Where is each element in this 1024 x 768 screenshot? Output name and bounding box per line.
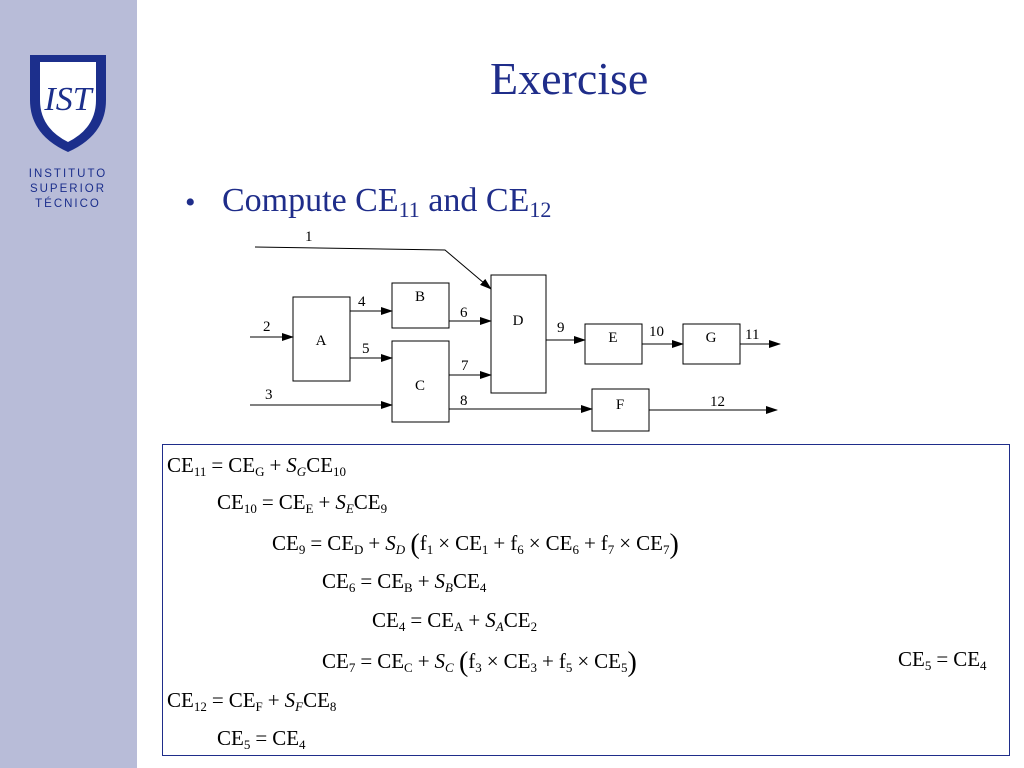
edge-label: 4 [358, 294, 366, 310]
edge-label: 12 [710, 394, 725, 410]
bullet-sub-11: 11 [398, 197, 420, 222]
block-label: D [512, 313, 524, 329]
block-label: G [705, 330, 717, 346]
equation-ce9: $CE_9 = CE_D + S_D$ $(f_1 \times CE_1 + f_6 \times CE_6 + f_7 \times CE_7)$ [272, 529, 679, 560]
edge-label: 8 [460, 393, 468, 409]
edge-label: 5 [362, 341, 370, 357]
edge-label: 9 [557, 320, 565, 336]
equation-ce10: $CE_{10} = CE_E + S_ECE_9$ [217, 490, 388, 516]
bullet-text [222, 182, 551, 223]
equation-ce12: $CE_{12} = CE_F + S_FCE_8$ [167, 688, 337, 714]
equations-box [162, 444, 1010, 756]
edge-label: 10 [649, 324, 664, 340]
bullet-middle: and CE [419, 182, 530, 219]
block-label: E [608, 330, 618, 346]
edge-label: 6 [460, 305, 468, 321]
edge-label: 3 [265, 387, 273, 403]
equation-ce11: $CE_{11} = CE_G + S_GCE_{10}$ [167, 453, 347, 479]
edge-label: 1 [305, 229, 313, 245]
logo-emblem: IST [44, 81, 92, 118]
block-diagram [240, 225, 800, 440]
bullet-sub-12: 12 [529, 197, 552, 222]
bullet-marker: • [185, 186, 196, 219]
equation-ce7: $CE_7 = CE_C + S_C$ $(f_3 \times CE_3 + f_5 \times CE_5)$ [322, 647, 637, 678]
equation-ce5: $CE_5 = CE_4$ [217, 726, 306, 752]
bullet-prefix: Compute CE [222, 182, 399, 219]
block-label: F [615, 397, 625, 413]
edge-label: 7 [461, 358, 469, 374]
block-label: A [315, 333, 327, 349]
block-d [491, 275, 546, 393]
logo-line-2: SUPERIOR [29, 183, 107, 195]
slide-title: Exercise [490, 53, 649, 104]
equation-ce5-right: $CE_5 = CE_4$ [898, 647, 987, 673]
equation-ce6: $CE_6 = CE_B + S_BCE_4$ [322, 569, 487, 595]
block-label: C [414, 378, 426, 394]
ist-logo [0, 0, 137, 230]
logo-line-1: INSTITUTO [28, 168, 108, 180]
edge-label: 2 [263, 319, 271, 335]
edge-label: 11 [745, 327, 760, 343]
edge-1 [255, 247, 491, 289]
equation-ce4: $CE_4 = CE_A + S_ACE_2$ [372, 608, 538, 634]
logo-line-3: TÉCNICO [35, 198, 101, 210]
block-label: B [414, 289, 426, 305]
